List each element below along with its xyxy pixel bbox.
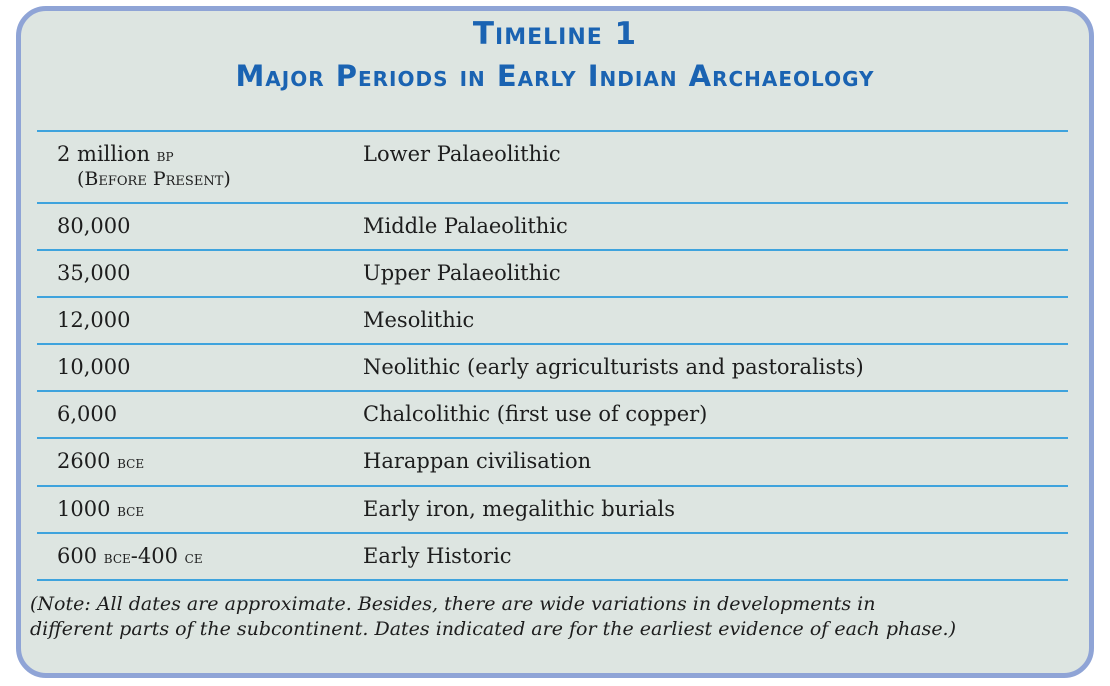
- period-cell: Chalcolithic (first use of copper): [363, 402, 708, 426]
- date-unit: bce: [117, 501, 145, 521]
- date-unit-end: ce: [184, 548, 203, 568]
- date-value: 10,000: [57, 355, 131, 379]
- date-value: 12,000: [57, 308, 131, 332]
- timeline-box: [16, 6, 1094, 678]
- period-cell: Mesolithic: [363, 308, 475, 332]
- footnote-line-1: (Note: All dates are approximate. Besides, there are wide variations in developments in: [30, 593, 876, 615]
- table-row: [37, 298, 1068, 345]
- date-cell: [57, 142, 231, 190]
- date-note: (Before Present): [77, 168, 231, 190]
- period-cell: Early iron, megalithic burials: [363, 497, 676, 521]
- table-row: [37, 487, 1068, 534]
- table-row: [37, 204, 1068, 251]
- period-cell: Neolithic (early agriculturists and pastoralists): [363, 355, 864, 379]
- date-unit: bp: [156, 146, 174, 166]
- timeline-table: [37, 130, 1068, 581]
- period-cell: Middle Palaeolithic: [363, 214, 568, 238]
- date-value: 2600: [57, 449, 111, 473]
- period-cell: Lower Palaeolithic: [363, 142, 561, 166]
- date-value: 35,000: [57, 261, 131, 285]
- timeline-subtitle: Major Periods in Early Indian Archaeology: [235, 59, 875, 93]
- timeline-title: Timeline 1: [472, 16, 638, 52]
- footnote-line-2: different parts of the subcontinent. Dates indicated are for the earliest evidence of each phase.): [30, 618, 957, 640]
- date-value: 600: [57, 544, 98, 568]
- date-cell: [57, 449, 144, 473]
- period-cell: Early Historic: [363, 544, 512, 568]
- period-cell: Upper Palaeolithic: [363, 261, 561, 285]
- date-value-end: -400: [130, 544, 178, 568]
- period-cell: Harappan civilisation: [363, 449, 592, 473]
- date-unit: bce: [103, 548, 131, 568]
- date-value: 6,000: [57, 402, 118, 426]
- table-row: [37, 439, 1068, 487]
- table-row: [37, 251, 1068, 298]
- date-cell: [57, 497, 144, 521]
- date-value: 80,000: [57, 214, 131, 238]
- table-row: [37, 534, 1068, 581]
- table-row: [37, 392, 1068, 439]
- date-value: 2 million: [57, 142, 150, 166]
- table-row: [37, 345, 1068, 392]
- footnote: [30, 592, 1050, 642]
- date-value: 1000: [57, 497, 111, 521]
- date-cell: [57, 544, 203, 568]
- table-row: [37, 132, 1068, 204]
- date-unit: bce: [117, 453, 145, 473]
